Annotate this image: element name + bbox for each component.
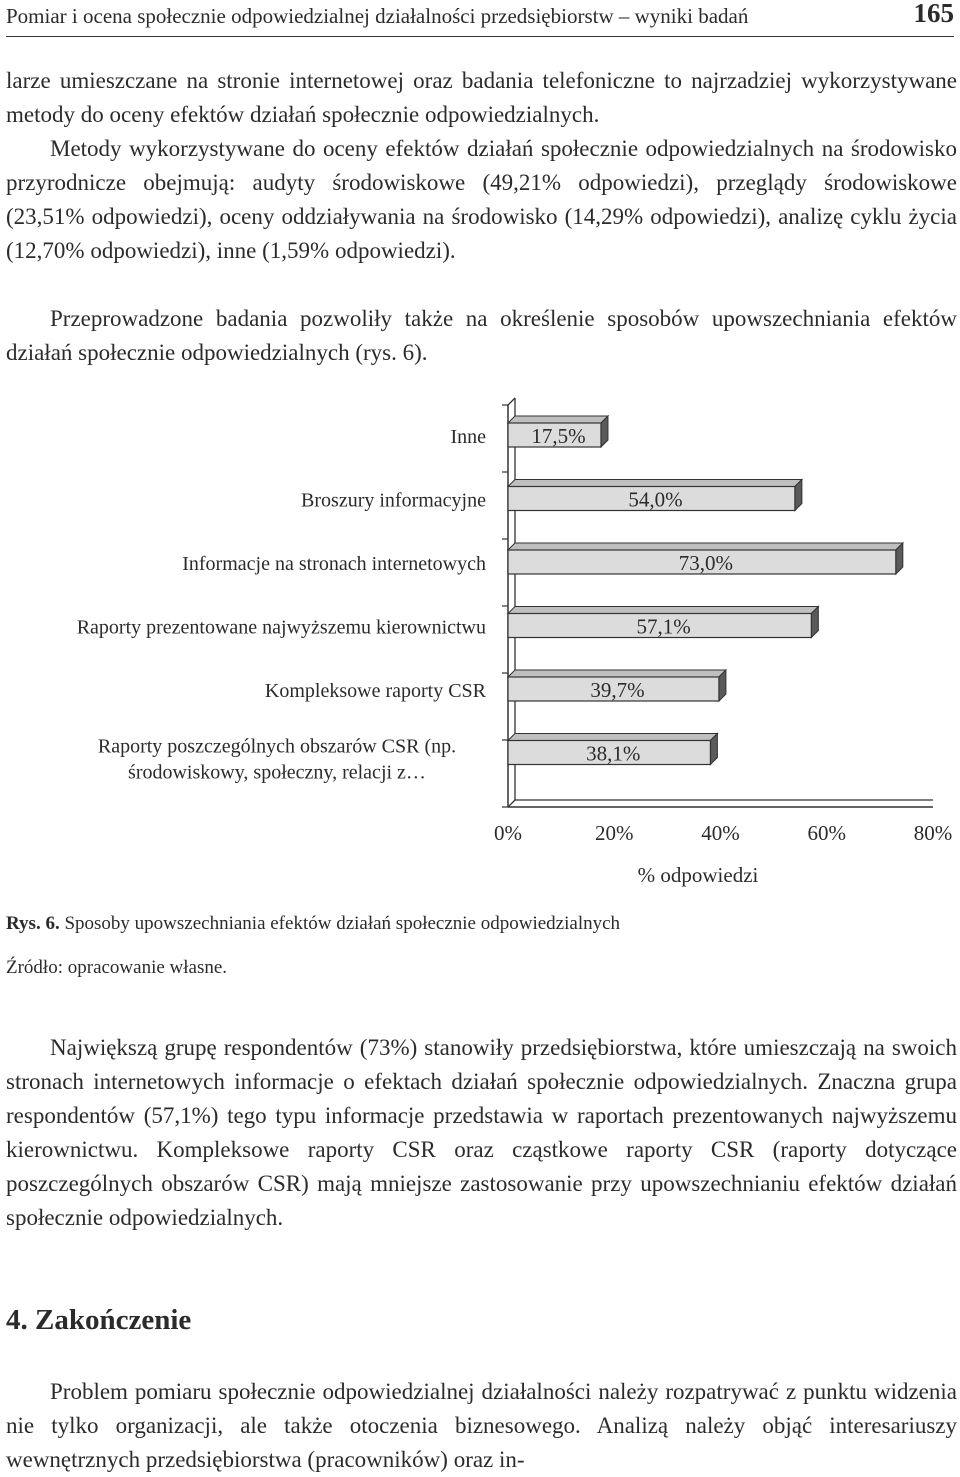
page-number: 165: [913, 0, 954, 28]
bar-value-label: 17,5%: [531, 424, 586, 448]
figure-caption-text: Sposoby upowszechniania efektów działań społecznie odpowiedzialnych: [64, 913, 621, 934]
bar-top-face: [508, 543, 903, 550]
category-label: Raporty prezentowane najwyższemu kierownictwu: [76, 616, 486, 639]
figure-source: Źródło: opracowanie własne.: [6, 957, 228, 978]
category-label: środowiskowy, społeczny, relacji z…: [128, 761, 426, 784]
bar-chart: [0, 385, 960, 895]
section-heading: 4. Zakończenie: [6, 1304, 192, 1336]
x-tick-label: 40%: [701, 821, 740, 845]
floor-corner-line: [508, 800, 515, 807]
bar-value-label: 73,0%: [678, 551, 734, 575]
axis-depth-line: [508, 398, 515, 405]
bar-top-face: [508, 734, 717, 741]
category-label: Inne: [450, 426, 486, 448]
x-tick-label: 60%: [807, 821, 846, 845]
paragraph-4: Największą grupę respondentów (73%) stanowiły przedsiębiorstwa, które umieszczają na swoich stronach internetowych informacje o efektach działań społecznie odpowiedzialnych. Znaczna grupa respondentów (57,1%) tego typu informacje przedstawia w raportach prezentowanych najwyższemu kierownictwu. Kompleksowe raporty CSR oraz cząstkowe raporty CSR (raporty dotyczące poszczególnych obszarów CSR) mają mniejsze zastosowanie przy upowszechnianiu efektów działań społecznie odpowiedzialnych.: [6, 1035, 957, 1230]
figure-caption: [6, 913, 620, 935]
running-header: [6, 0, 954, 37]
bar-value-label: 38,1%: [586, 741, 641, 766]
category-label: Broszury informacyjne: [301, 489, 486, 512]
paragraph-3: Przeprowadzone badania pozwoliły także na określenie sposobów upowszechniania efektów działań społecznie odpowiedzialnych (rys. 6).: [6, 306, 957, 365]
x-tick-label: 80%: [913, 821, 953, 845]
bar-value-label: 54,0%: [628, 487, 683, 512]
bar-top-face: [508, 607, 818, 614]
bar-value-label: 39,7%: [590, 678, 645, 702]
running-title: Pomiar i ocena społecznie odpowiedzialnej działalności przedsiębiorstw – wyniki badań: [6, 4, 749, 28]
bar-top-face: [508, 480, 802, 487]
category-label: Kompleksowe raporty CSR: [264, 680, 486, 702]
paragraph-5: Problem pomiaru społecznie odpowiedzialnej działalności należy rozpatrywać z punktu widzenia nie tylko organizacji, ale także otoczenia biznesowego. Analizą należy objąć interesariuszy wewnętrznych przedsiębiorstwa (pracowników) oraz in-: [6, 1379, 957, 1472]
x-axis-label: % odpowiedzi: [637, 863, 759, 887]
figure-caption-label: Rys. 6.: [6, 913, 60, 934]
category-label: Informacje na stronach internetowych: [182, 553, 486, 575]
bar-top-face: [508, 416, 608, 423]
x-tick-label: 20%: [595, 821, 634, 845]
paragraph-2: Metody wykorzystywane do oceny efektów działań społecznie odpowiedzialnych na środowisko przyrodnicze obejmują: audyty środowiskowe (49,21% odpowiedzi), przeglądy środowiskowe (23,51% odpowiedzi), oceny oddziaływania na środowisko (14,29% odpowiedzi), analizę cyklu życia (12,70% odpowiedzi), inne (1,59% odpowiedzi).: [6, 136, 957, 263]
x-tick-label: 0%: [494, 821, 522, 845]
bar-top-face: [508, 670, 726, 677]
category-label: Raporty poszczególnych obszarów CSR (np.: [97, 735, 457, 758]
bar-value-label: 57,1%: [636, 614, 691, 639]
paragraph-1: larze umieszczane na stronie internetowej oraz badania telefoniczne to najrzadziej wykorzystywane metody do oceny efektów działań społecznie odpowiedzialnych.: [6, 68, 957, 127]
